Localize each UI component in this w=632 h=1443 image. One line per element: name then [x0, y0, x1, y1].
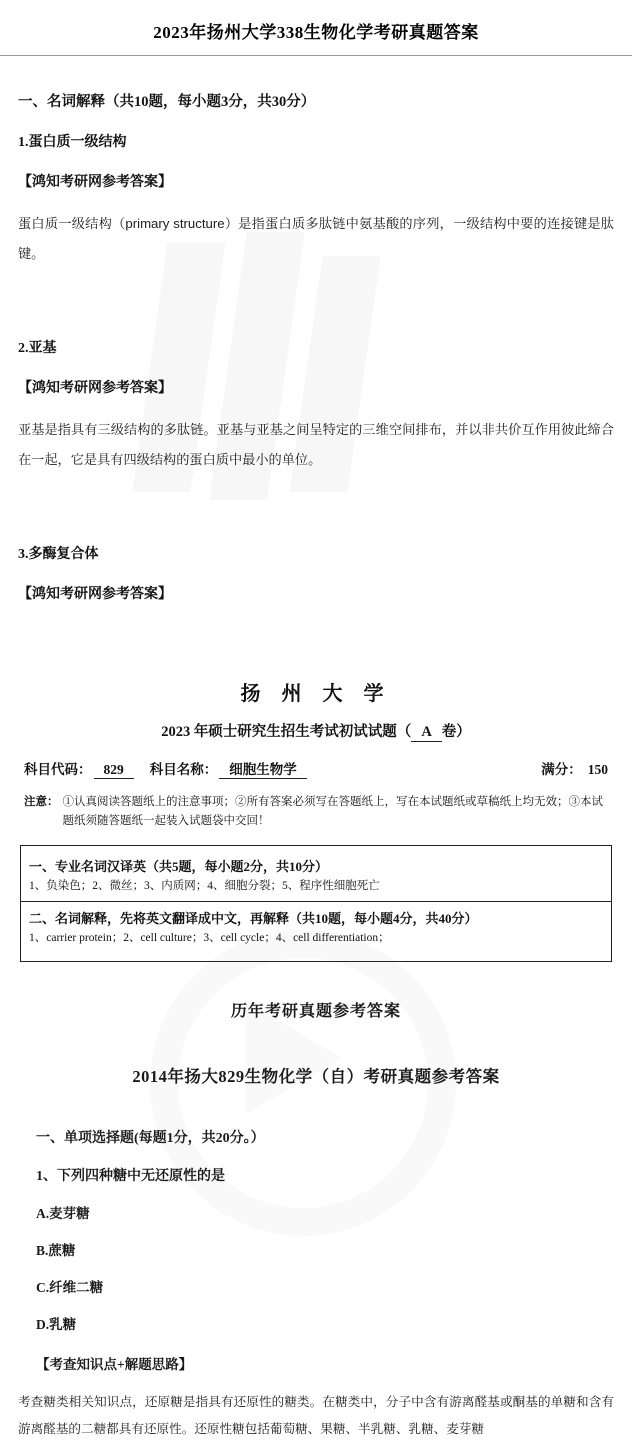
exam-box-items-2: 1、carrier protein；2、cell culture；3、cell cycle；4、cell differentiation； [29, 932, 390, 944]
question-title-1: 1.蛋白质一级结构 [18, 135, 127, 150]
answer-tag-1: 【鸿知考研网参考答案】 [18, 175, 172, 190]
exam-meta-row [20, 758, 612, 779]
exam-subtitle [20, 720, 612, 742]
exam-box-line-1: 一、专业名词汉译英（共5题，每小题2分，共10分） [29, 859, 329, 874]
exam-subtitle-prefix: 2023 年硕士研究生招生考试初试试题（ [161, 724, 412, 740]
exam-question-box [20, 845, 612, 962]
exam-note-text: ①认真阅读答题纸上的注意事项；②所有答案必须写在答题纸上，写在本试题纸或草稿纸上均无效；③本试题纸须随答题纸一起装入试题袋中交回！ [62, 796, 603, 827]
subject-name-label: 科目名称： [149, 762, 218, 777]
answer-text-1: 蛋白质一级结构（primary structure）是指蛋白质多肽链中氨基酸的序列，一级结构中要的连接键是肽键。 [18, 216, 614, 261]
section-heading: 一、名词解释（共10题，每小题3分，共30分） [18, 94, 316, 110]
full-score-label: 满分： [541, 762, 582, 777]
second-doc-title: 2014年扬大829生物化学（自）考研真题参考答案 [132, 1067, 500, 1086]
exam-box-items-1: 1、负染色；2、微丝；3、内质网；4、细胞分裂；5、程序性细胞死亡 [29, 880, 380, 892]
option-b: B.蔗糖 [36, 1243, 76, 1258]
subject-name-value: 细胞生物学 [219, 758, 307, 779]
exam-note [20, 793, 612, 831]
page-title: 2023年扬州大学338生物化学考研真题答案 [153, 23, 479, 42]
answer-tag-2: 【鸿知考研网参考答案】 [18, 381, 172, 396]
full-score-value: 150 [587, 762, 608, 777]
second-question-1: 1、下列四种糖中无还原性的是 [36, 1169, 225, 1184]
option-a: A.麦芽糖 [36, 1206, 90, 1221]
question-title-3: 3.多酶复合体 [18, 547, 99, 562]
exam-university: 扬 州 大 学 [240, 683, 392, 705]
title-divider [0, 55, 632, 56]
subject-code-value: 829 [94, 762, 134, 779]
option-d: D.乳糖 [36, 1317, 77, 1332]
answer-tag-3: 【鸿知考研网参考答案】 [18, 587, 172, 602]
answer-text-2: 亚基是指具有三级结构的多肽链。亚基与亚基之间呈特定的三维空间排布，并以非共价互作用彼此缔合在一起，它是具有四级结构的蛋白质中最小的单位。 [18, 422, 614, 467]
subject-code-label: 科目代码： [24, 762, 92, 777]
knowledge-tip-tag: 【考查知识点+解题思路】 [36, 1357, 193, 1372]
option-c: C.纤维二糖 [36, 1280, 104, 1295]
knowledge-tip-text: 考查糖类相关知识点，还原糖是指具有还原性的糖类。在糖类中，分子中含有游离醛基或酮基的单糖和含有游离醛基的二糖都具有还原性。还原性糖包括葡萄糖、果糖、半乳糖、乳糖、麦芽糖 [18, 1395, 614, 1436]
exam-box-line-2: 二、名词解释，先将英文翻译成中文，再解释（共10题，每小题4分，共40分） [29, 911, 478, 926]
exam-subtitle-suffix: 卷） [441, 724, 471, 740]
question-title-2: 2.亚基 [18, 341, 57, 356]
exam-box-divider [21, 901, 611, 902]
answer-banner: 历年考研真题参考答案 [230, 1003, 401, 1020]
exam-paper-scan [14, 677, 618, 962]
second-section-heading: 一、单项选择题(每题1分，共20分。） [36, 1131, 265, 1146]
answers-body [0, 90, 632, 603]
exam-paper-code: A [411, 724, 441, 742]
exam-note-label: 注意： [24, 796, 59, 808]
